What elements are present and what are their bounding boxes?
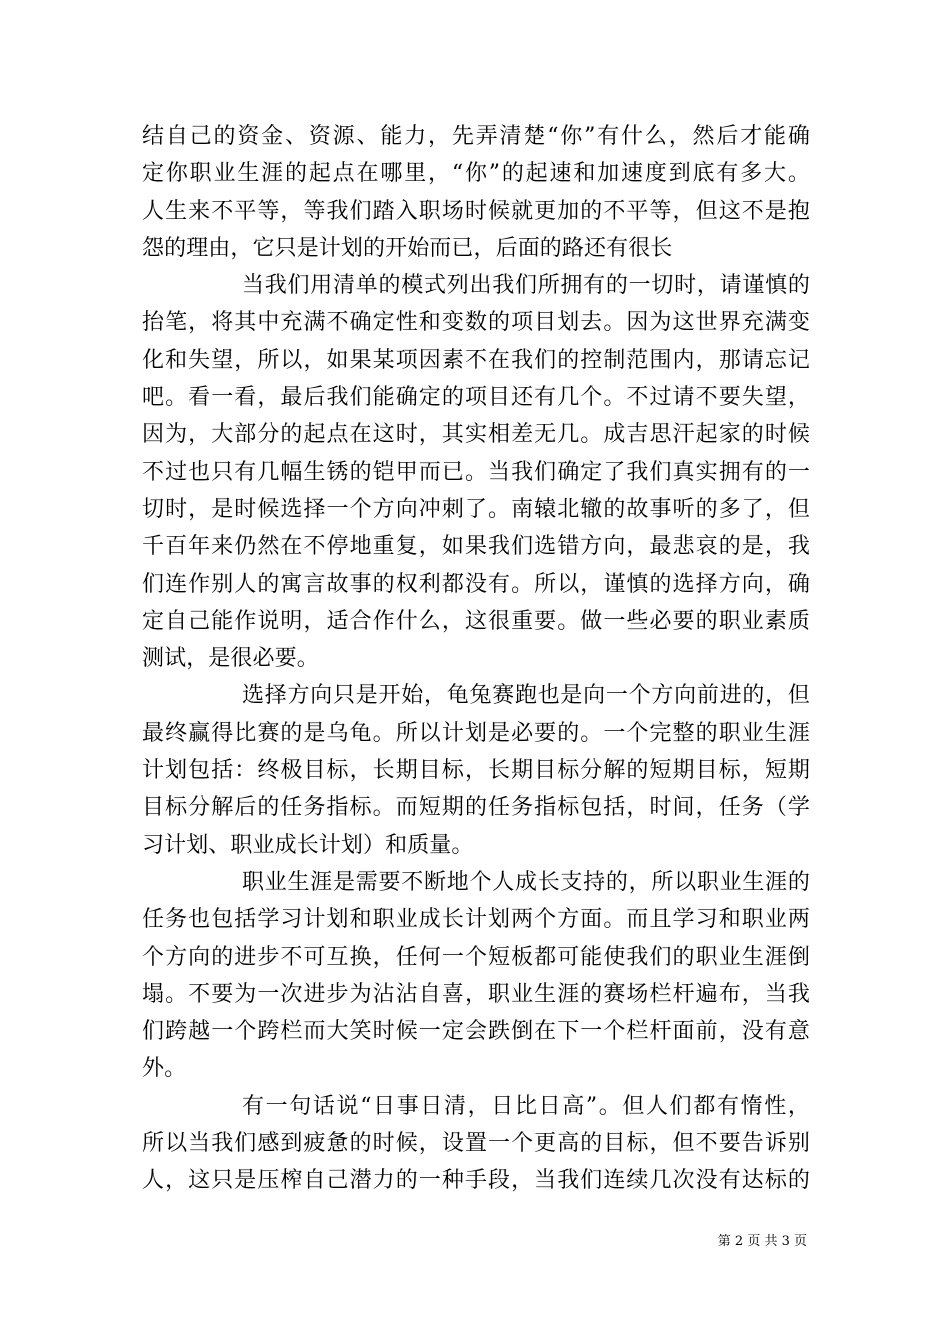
text-line: 结自己的资金、资源、能力，先弄清楚“你”有什么，然后才能确	[142, 124, 810, 149]
text-line: 人生来不平等，等我们踏入职场时候就更加的不平等，但这不是抱	[142, 198, 810, 224]
text-line: 所以当我们感到疲惫的时候，设置一个更高的目标，但不要告诉别	[142, 1131, 810, 1157]
text-line: 因为，大部分的起点在这时，其实相差无几。成吉思汗起家的时候	[142, 422, 810, 448]
text-line: 定你职业生涯的起点在哪里，“你”的起速和加速度到底有多大。	[142, 161, 810, 187]
text-line: 化和失望，所以，如果某项因素不在我们的控制范围内，那请忘记	[142, 347, 810, 373]
text-line: 人，这只是压榨自己潜力的一种手段，当我们连续几次没有达标的	[142, 1168, 810, 1194]
text-line: 抬笔，将其中充满不确定性和变数的项目划去。因为这世界充满变	[142, 310, 810, 336]
paragraph-first-line: 当我们用清单的模式列出我们所拥有的一切时，请谨慎的	[242, 273, 810, 299]
text-line: 定自己能作说明，适合作什么，这很重要。做一些必要的职业素质	[142, 608, 810, 634]
text-line: 们连作别人的寓言故事的权利都没有。所以，谨慎的选择方向，确	[142, 571, 810, 597]
page-number-footer: 第 2 页 共 3 页	[717, 1234, 807, 1249]
text-line: 吧。看一看，最后我们能确定的项目还有几个。不过请不要失望，	[142, 385, 810, 411]
text-line: 个方向的进步不可互换，任何一个短板都可能使我们的职业生涯倒	[142, 944, 810, 970]
text-line: 习计划、职业成长计划）和质量。	[142, 832, 474, 858]
text-line: 外。	[142, 1056, 187, 1082]
document-body	[142, 118, 810, 1200]
text-line: 计划包括：终极目标，长期目标，长期目标分解的短期目标，短期	[142, 758, 810, 784]
paragraph-first-line: 有一句话说“日事日清，日比日高”。但人们都有惰性，	[242, 1093, 810, 1119]
text-line: 塌。不要为一次进步为沾沾自喜，职业生涯的赛场栏杆遍布，当我	[142, 981, 810, 1007]
text-line: 任务也包括学习计划和职业成长计划两个方面。而且学习和职业两	[142, 907, 810, 933]
text-line: 最终赢得比赛的是乌龟。所以计划是必要的。一个完整的职业生涯	[142, 720, 810, 746]
text-line: 不过也只有几幅生锈的铠甲而已。当我们确定了我们真实拥有的一	[142, 459, 810, 485]
text-line: 目标分解后的任务指标。而短期的任务指标包括，时间，任务（学	[142, 795, 810, 821]
text-line: 怨的理由，它只是计划的开始而已，后面的路还有很长	[142, 235, 673, 261]
text-line: 千百年来仍然在不停地重复，如果我们选错方向，最悲哀的是，我	[142, 534, 810, 560]
paragraph-first-line: 选择方向只是开始，龟兔赛跑也是向一个方向前进的，但	[242, 683, 810, 709]
text-line: 们跨越一个跨栏而大笑时候一定会跌倒在下一个栏杆面前，没有意	[142, 1019, 810, 1045]
text-line: 测试，是很必要。	[142, 646, 319, 672]
paragraph-first-line: 职业生涯是需要不断地个人成长支持的，所以职业生涯的	[242, 869, 810, 895]
text-line: 切时，是时候选择一个方向冲刺了。南辕北辙的故事听的多了，但	[142, 496, 810, 522]
